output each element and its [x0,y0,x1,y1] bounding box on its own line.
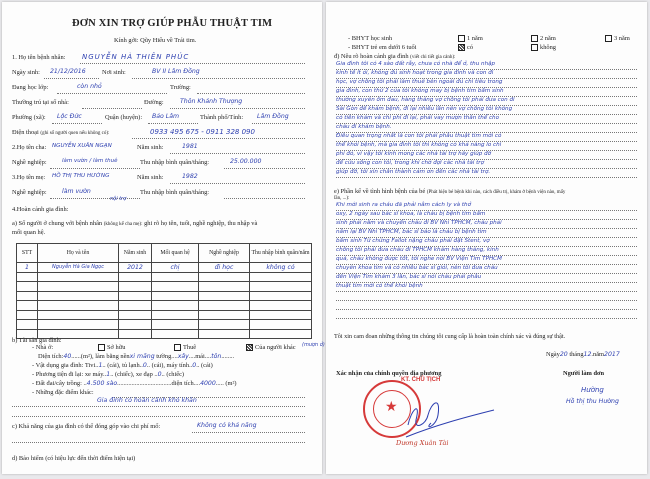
applicant-label: Người làm đơn [563,370,605,377]
patient-name-value: NGUYỄN HÀ THIÊN PHÚC [82,53,190,61]
street-value: Thôn Khánh Thượng [180,98,243,105]
table-row [17,282,312,292]
circumstances-line: phí đó, vì vậy tôi kính mong các nhà tài trợ hãy giúp đỡ [336,150,637,160]
own-checkbox[interactable]: Sở hữu [98,344,125,351]
circumstances-line: Sài Gòn để khám bệnh, đi lại nhiều lần nên vợ chồng tôi không [336,105,637,115]
salutation: Kính gởi: Qũy Hiểu về Trái tim. [114,37,197,44]
stamp-title: KT. CHỦ TỊCH [401,377,441,383]
star-icon: ★ [385,400,398,415]
district-label: Quận (huyện): [105,114,143,121]
authority-name: Dương Xuân Tài [396,439,449,447]
contribution-label: c) Khả năng của gia đình có thể đóng góp vào chi phí mổ: [12,423,161,430]
circumstances-line: giúp đỡ, tôi xin chân thành cảm ơn đến các nhà tài trợ. [336,168,637,178]
bhyt-student-label: - BHYT học sinh [348,35,393,42]
insurance-label: d) Bảo hiểm (có hiệu lực đến thời điểm hiện tại) [12,455,136,462]
authority-label: Xác nhận của chính quyền địa phương [336,370,442,377]
illness-line: Khi mới sinh ra cháu đã phải nằm cách ly và thở [336,201,637,211]
family-section-label: 4.Hoàn cảnh gia đình: [12,206,69,213]
address-label: Thường trú tại số nhà: [12,99,69,106]
birthplace-label: Nơi sinh: [102,69,126,76]
ward-value: Lộc Đức [57,113,82,120]
illness-note2: lần, ...): [334,196,350,201]
illness-line: đến Viện Tim khám 3 lần, bác sĩ nói cháu phải phẫu [336,273,637,283]
dob-label: Ngày sinh: [12,69,40,76]
city-value: Lâm Đồng [257,113,289,120]
father-job-label: Nghề nghiệp: [12,159,47,166]
year2-checkbox[interactable]: 2 năm [531,35,556,42]
family-a-label: a) Số người ở chung với bệnh nhân (không kể cha mẹ): ghi rõ họ tên, tuổi, nghề nghiệp, thu nhập và [12,220,258,227]
mother-name-value: HỒ THỊ THU HƯỜNG [52,173,110,179]
year3-checkbox[interactable]: 3 năm [605,35,630,42]
mother-name-label: 3.Họ tên mẹ: [12,174,46,181]
dob-value: 21/12/2016 [50,68,86,75]
col-job: Nghề nghiệp [199,244,250,263]
land-line: - Đất đai/cây trồng: ..4.500 sào..................................diện tích....4000..... (m²) [32,380,237,387]
assets-section-label: b) Tài sản gia đình: [12,337,62,344]
checkbox-icon [531,44,538,51]
circumstances-line: gia đình, con thứ 2 của tôi không may bị bệnh tim bẩm sinh [336,87,637,97]
class-value: còn nhỏ [77,83,102,90]
street-label: Đường: [144,99,164,106]
transport-line: - Phương tiện đi lại: xe máy..1.. (chiếc), xe đạp ..0.. (chiếc) [32,371,185,378]
phone-label: Điện thoại (ghi số người quen nếu không có): [12,129,110,136]
illness-label: e) Phần kể về tình hình bệnh của bé (Phát hiện bé bệnh khi nào, cách điều trị, khám ở bệnh viện nào, mấy [334,188,566,195]
father-birth-year-label: Năm sinh: [137,144,164,151]
circumstances-line: thể khỏi bệnh, mà gia đình tôi thì không có khả năng lo chi [336,141,637,151]
father-job-value: làm vườn / làm thuê [62,158,118,164]
checkbox-icon [531,35,538,42]
bhyt-child-label: - BHYT trẻ em dưới 6 tuổi [348,44,417,51]
applicant-name: Hồ thị thu Hường [566,398,619,405]
no-checkbox[interactable]: không [531,44,556,51]
declaration-date: Ngày20 tháng12.năm2017 [546,351,620,358]
illness-line: quá, cháu không được tốt, tôi nghe nói BV Viện Tim TPHCM [336,255,637,265]
mother-income-label: Thu nhập bình quân/tháng: [140,189,210,196]
area-line: Diện tích:40......(m²), làm bằng nềnxi măng tường....xây....mái....tôn........ [38,353,235,360]
col-relationship: Mối quan hệ [152,244,199,263]
family-a-desc2: mối quan hệ. [12,229,46,236]
applicant-signature: Hường [581,386,604,394]
circumstances-line: có tiền khám và chi phí đi lại, phải vay mượn thân thể cho [336,114,637,124]
table-row [17,291,312,301]
class-label: Đang học lớp: [12,84,49,91]
table-row [17,320,312,330]
other-owner-note: (mượn ở) [302,342,325,348]
household-items-line: - Vật dụng gia đình: Tivi..1.. (cái), tủ lạnh..0.. (cái), máy tính..0.. (cái) [32,362,213,369]
rent-checkbox[interactable]: Thuê [174,344,196,351]
circumstances-line: học, vợ chồng tôi phải làm thuê bên ngoài đủ chi tiêu trong [336,78,637,88]
illness-line: nằm lại BV Nhi TPHCM, bác sĩ báo là cháu bị bệnh tim [336,228,637,238]
table-row [17,272,312,282]
circumstances-label: đ) Nêu rõ hoàn cảnh gia đình (viết chi tiết gia cảnh): [334,53,456,60]
authority-signature [386,385,496,445]
form-page-right [326,2,647,474]
declaration-text: Tôi xin cam đoan những thông tin chúng tôi cung cấp là hoàn toàn chính xác và đúng sự thật. [334,333,566,340]
mother-job-note: nội trợ [110,196,127,202]
table-row: 1 Nguyễn Hà Gia Ngọc 2012 chị đi học không có [17,263,312,273]
col-income: Thu nhập bình quân/năm [250,244,312,263]
circumstances-line: thường xuyên ốm đau, hàng tháng vợ chồng tôi phải đưa con đi [336,96,637,106]
father-income-label: Thu nhập bình quân/tháng: [140,159,210,166]
col-birth-year: Năm sinh [119,244,152,263]
city-label: Thành phố/Tỉnh: [200,114,244,121]
year1-checkbox[interactable]: 1 năm [458,35,483,42]
illness-line: chồng tôi phải đưa cháu đi TPHCM khám hàng tháng, kinh [336,246,637,256]
birthplace-value: BV II Lâm Đồng [152,68,200,75]
illness-line: bẩm sinh Tứ chứng Fallot nặng cháu phải đặt Stent, vợ [336,237,637,247]
household-members-table [16,243,312,339]
checkbox-icon [98,344,105,351]
illness-line: chuyên khoa tim và có nhiều bác sĩ giỏi, nên tôi đưa cháu [336,264,637,274]
checkbox-icon [174,344,181,351]
illness-line: sinh phải nằm và chuyển cháu đi BV Nhi TPHCM, cháu phải [336,219,637,229]
house-label: - Nhà ở: [32,344,54,351]
district-value: Bảo Lâm [152,113,180,120]
illness-line: oxy, 2 ngày sau bác sĩ khoa, là cháu bị bệnh tim bẩm [336,210,637,220]
col-name: Họ và tên [38,244,119,263]
mother-job-value: làm vườn [62,188,91,195]
patient-name-label: 1. Họ tên bệnh nhân: [12,54,66,61]
mother-birth-year-label: Năm sinh: [137,174,164,181]
circumstances-line: Gia đình tôi có 4 sào đất rẫy, chưa có nhà để ở, thu nhập [336,60,637,70]
checked-checkbox-icon [458,44,465,51]
circumstances-line: để cứu sống con tôi, trong khi chờ đợi các nhà tài trợ [336,159,637,169]
contribution-value: Không có khả năng [197,422,257,429]
table-row [17,301,312,311]
col-stt: STT [17,244,38,263]
form-page-left [2,2,325,474]
other-owner-checkbox[interactable]: Của người khác [246,344,296,351]
father-income-value: 25.00.000 [230,158,262,165]
mother-job-label: Nghề nghiệp: [12,189,47,196]
document-title: ĐƠN XIN TRỢ GIÚP PHẪU THUẬT TIM [72,18,273,29]
ward-label: Phường (xã): [12,114,46,121]
phone-value: 0933 495 675 - 0911 328 090 [150,128,255,136]
school-label: Trường: [170,84,191,91]
father-name-label: 2.Họ tên cha: [12,144,47,151]
mother-birth-year-value: 1982 [182,173,198,180]
circumstances-line: kinh tế ít ỏi, không đủ sinh hoạt trong gia đình và con đi [336,69,637,79]
yes-checkbox[interactable]: có [458,44,473,51]
circumstances-line: cháu đi khám bệnh. [336,123,637,133]
checkbox-icon [458,35,465,42]
illness-line: thuật tim mới có thể khỏi bệnh [336,282,637,292]
father-birth-year-value: 1981 [182,143,198,150]
table-row [17,310,312,320]
checked-checkbox-icon [246,344,253,351]
other-features-value: Gia đình có hoàn cảnh khó khăn [97,397,197,404]
father-name-value: NGUYỄN XUÂN NGẠN [52,143,112,149]
circumstances-line: Điều quan trọng nhất là con tôi phải phẫu thuật tim mới có [336,132,637,142]
other-features-label: - Những đặc điểm khác: [32,389,94,396]
checkbox-icon [605,35,612,42]
